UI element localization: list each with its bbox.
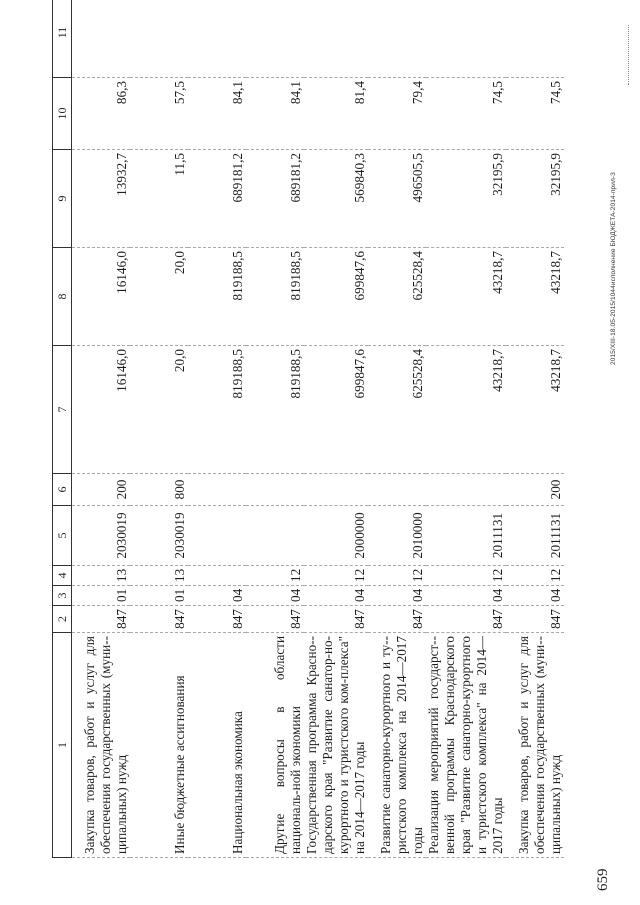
expenditure-name: Национальная экономика — [188, 633, 246, 858]
header-cell: 4 — [53, 566, 72, 586]
approved-amount: 43218,7 — [426, 346, 506, 474]
refined-amount: 819188,5 — [246, 248, 304, 346]
header-cell: 2 — [53, 606, 72, 633]
executed-amount: 13932,7 — [72, 150, 130, 248]
expenditure-name: Иные бюджетные ассигнования — [130, 633, 188, 858]
header-cell: 10 — [53, 78, 72, 150]
table-row — [188, 0, 246, 858]
ministry-code: 847 — [506, 606, 564, 633]
expenditure-name: Реализация мероприятий государст-венной программы Краснодарского края "Развитие санаторно-курортного и туристского комплекса" на 2014—2017 годы — [426, 633, 506, 858]
subsection-code — [188, 566, 246, 586]
subsection-code: 13 — [130, 566, 188, 586]
executed-amount: 689181,2 — [246, 150, 304, 248]
budget-table — [52, 0, 564, 858]
ministry-code: 847 — [130, 606, 188, 633]
section-code: 04 — [506, 586, 564, 606]
expenditure-name: Государственная программа Красно-дарского края "Развитие санатор-но-курортного и туристского ком-плекса" на 2014—2017 годы — [304, 633, 368, 858]
expense-type-code — [304, 474, 368, 506]
refined-amount: 16146,0 — [72, 248, 130, 346]
refined-amount: 699847,6 — [304, 248, 368, 346]
approved-amount: 699847,6 — [304, 346, 368, 474]
table-row — [304, 0, 368, 858]
executed-amount: 496505,5 — [368, 150, 426, 248]
execution-percent: 81,4 — [304, 78, 368, 150]
execution-percent: 57,5 — [130, 78, 188, 150]
approved-amount: 819188,5 — [246, 346, 304, 474]
section-code: 04 — [426, 586, 506, 606]
expenditure-name: Закупка товаров, работ и услуг для обеспечения государственных (муни-ципальных) нужд — [506, 633, 564, 858]
execution-percent: 86,3 — [72, 78, 130, 150]
ministry-code: 847 — [368, 606, 426, 633]
expense-type-code: 800 — [130, 474, 188, 506]
target-article-code: 2030019 — [130, 506, 188, 566]
section-code: 04 — [368, 586, 426, 606]
header-cell: 3 — [53, 586, 72, 606]
refined-amount: 625528,4 — [368, 248, 426, 346]
section-code: 04 — [304, 586, 368, 606]
table-row — [246, 0, 304, 858]
executed-amount: 11,5 — [130, 150, 188, 248]
approved-amount: 43218,7 — [506, 346, 564, 474]
target-article-code: 2011131 — [506, 506, 564, 566]
subsection-code: 12 — [368, 566, 426, 586]
file-path-footer: 2015/ХIII-18.05-2015/1044исполнение БЮДЖЕТА-2014-прил-3 — [610, 172, 617, 365]
section-code: 01 — [72, 586, 130, 606]
header-cell: 11 — [53, 0, 72, 78]
expenditure-name: Развитие санаторно-курортного и ту-ристского комплекса на 2014—2017 годы — [368, 633, 426, 858]
header-cell: 7 — [53, 346, 72, 474]
executed-amount: 32195,9 — [426, 150, 506, 248]
expenditure-name: Закупка товаров, работ и услуг для обеспечения государственных (муни-ципальных) нужд — [72, 633, 130, 858]
approved-amount: 819188,5 — [188, 346, 246, 474]
ministry-code: 847 — [426, 606, 506, 633]
ministry-code: 847 — [246, 606, 304, 633]
expense-type-code: 200 — [506, 474, 564, 506]
header-cell: 1 — [53, 633, 72, 858]
table-row — [426, 0, 506, 858]
executed-amount: 569840,3 — [304, 150, 368, 248]
refined-amount: 20,0 — [130, 248, 188, 346]
expense-type-code — [426, 474, 506, 506]
execution-percent: 79,4 — [368, 78, 426, 150]
expense-type-code — [368, 474, 426, 506]
column-number-header — [53, 0, 72, 858]
refined-amount: 43218,7 — [506, 248, 564, 346]
ministry-code: 847 — [304, 606, 368, 633]
execution-percent: 84,1 — [188, 78, 246, 150]
executed-amount: 689181,2 — [188, 150, 246, 248]
table-body — [72, 0, 564, 858]
subsection-code: 12 — [246, 566, 304, 586]
approved-amount: 20,0 — [130, 346, 188, 474]
expense-type-code — [188, 474, 246, 506]
table-row — [506, 0, 564, 858]
section-code: 01 — [130, 586, 188, 606]
table-row — [130, 0, 188, 858]
target-article-code: 2010000 — [368, 506, 426, 566]
page-number: 659 — [595, 868, 611, 891]
table-row — [72, 0, 130, 858]
ministry-code: 847 — [188, 606, 246, 633]
target-article-code — [246, 506, 304, 566]
expense-type-code — [246, 474, 304, 506]
subsection-code: 13 — [72, 566, 130, 586]
executed-amount: 32195,9 — [506, 150, 564, 248]
header-cell: 6 — [53, 474, 72, 506]
approved-amount: 16146,0 — [72, 346, 130, 474]
subsection-code: 12 — [506, 566, 564, 586]
refined-amount: 819188,5 — [188, 248, 246, 346]
header-cell: 8 — [53, 248, 72, 346]
target-article-code: 2011131 — [426, 506, 506, 566]
ministry-code: 847 — [72, 606, 130, 633]
approved-amount: 625528,4 — [368, 346, 426, 474]
target-article-code: 2000000 — [304, 506, 368, 566]
subsection-code: 12 — [426, 566, 506, 586]
header-cell: 5 — [53, 506, 72, 566]
scan-edge-line — [628, 25, 629, 85]
target-article-code — [188, 506, 246, 566]
section-code: 04 — [188, 586, 246, 606]
table-row — [368, 0, 426, 858]
refined-amount: 43218,7 — [426, 248, 506, 346]
execution-percent: 74,5 — [426, 78, 506, 150]
section-code: 04 — [246, 586, 304, 606]
subsection-code: 12 — [304, 566, 368, 586]
execution-percent: 84,1 — [246, 78, 304, 150]
expenditure-name: Другие вопросы в области националь-ной экономики — [246, 633, 304, 858]
execution-percent: 74,5 — [506, 78, 564, 150]
target-article-code: 2030019 — [72, 506, 130, 566]
expense-type-code: 200 — [72, 474, 130, 506]
header-cell: 9 — [53, 150, 72, 248]
